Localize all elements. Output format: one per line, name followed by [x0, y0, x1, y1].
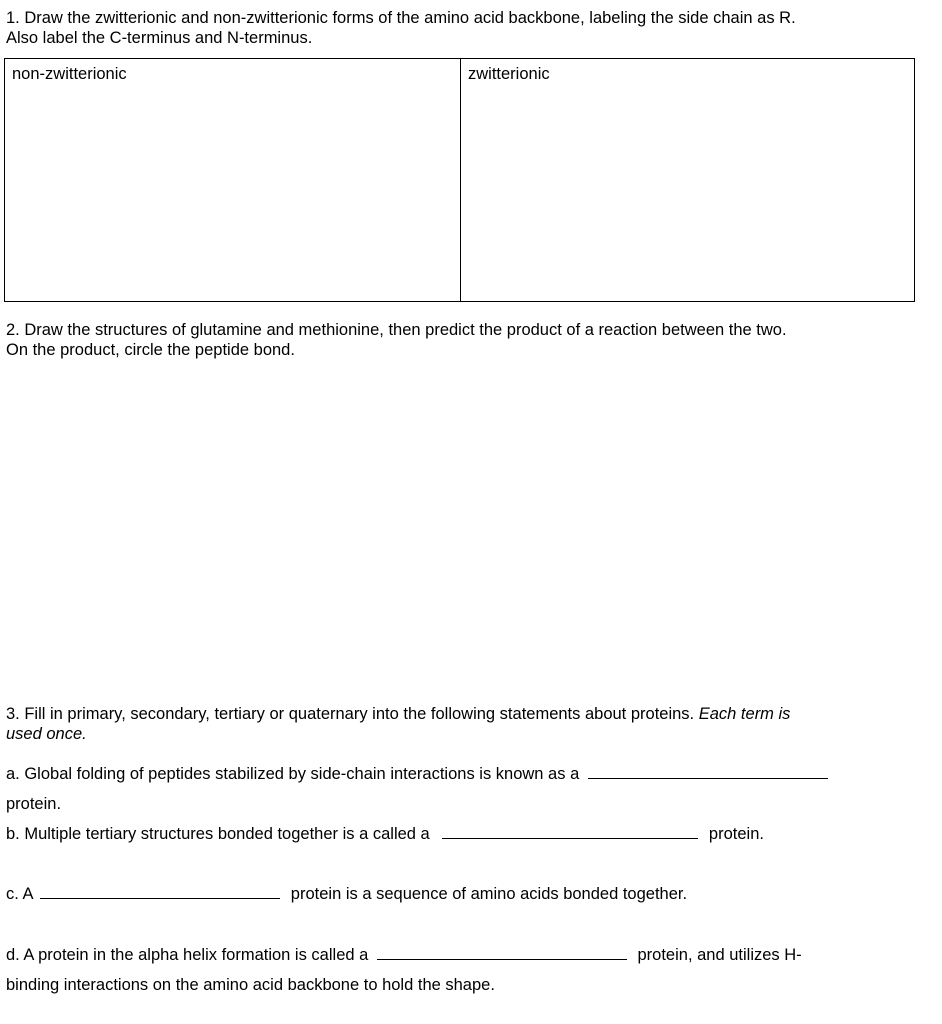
item-c-blank[interactable]: [40, 897, 280, 899]
question-3-instructions: 3. Fill in primary, secondary, tertiary or quaternary into the following statements about proteins.: [6, 705, 695, 723]
non-zwitterionic-drawing-area[interactable]: [5, 59, 461, 301]
question-2-line-2: On the product, circle the peptide bond.: [6, 341, 295, 359]
item-c-after: protein is a sequence of amino acids bonded together.: [290, 885, 688, 903]
item-b-after: protein.: [708, 825, 764, 843]
item-d: [6, 945, 802, 965]
question-1-line-2: Also label the C-terminus and N-terminus.: [6, 29, 313, 47]
question-1: [6, 8, 796, 48]
item-a-continuation: protein.: [6, 795, 62, 813]
item-d-blank[interactable]: [377, 958, 627, 960]
question-3-line-2: [6, 724, 790, 744]
question-3-line-1: [6, 704, 790, 724]
item-c-text: c. A: [6, 885, 33, 903]
question-3-note-cont: used once.: [6, 725, 87, 743]
item-b-blank[interactable]: [442, 837, 698, 839]
item-b-text: b. Multiple tertiary structures bonded together is a called a: [6, 825, 430, 843]
question-3-note: Each term is: [698, 705, 791, 723]
question-1-line-1: 1. Draw the zwitterionic and non-zwitterionic forms of the amino acid backbone, labeling the side chain as R.: [6, 9, 796, 27]
item-d-continuation: binding interactions on the amino acid backbone to hold the shape.: [6, 976, 495, 994]
zwitterionic-label: zwitterionic: [468, 65, 550, 83]
item-d-text: d. A protein in the alpha helix formation is called a: [6, 946, 369, 964]
non-zwitterionic-label: non-zwitterionic: [12, 65, 127, 83]
zwitterionic-drawing-area[interactable]: [461, 59, 914, 301]
question-2: [6, 320, 787, 360]
item-c: [6, 884, 687, 904]
question-3: [6, 704, 790, 744]
item-a: [6, 764, 828, 784]
item-a-blank[interactable]: [588, 777, 828, 779]
question-2-line-1: 2. Draw the structures of glutamine and methionine, then predict the product of a reaction between the two.: [6, 321, 787, 339]
item-d-after: protein, and utilizes H-: [637, 946, 802, 964]
item-b: [6, 824, 764, 844]
answer-box-question-1: [4, 58, 915, 302]
item-a-text: a. Global folding of peptides stabilized by side-chain interactions is known as a: [6, 765, 580, 783]
